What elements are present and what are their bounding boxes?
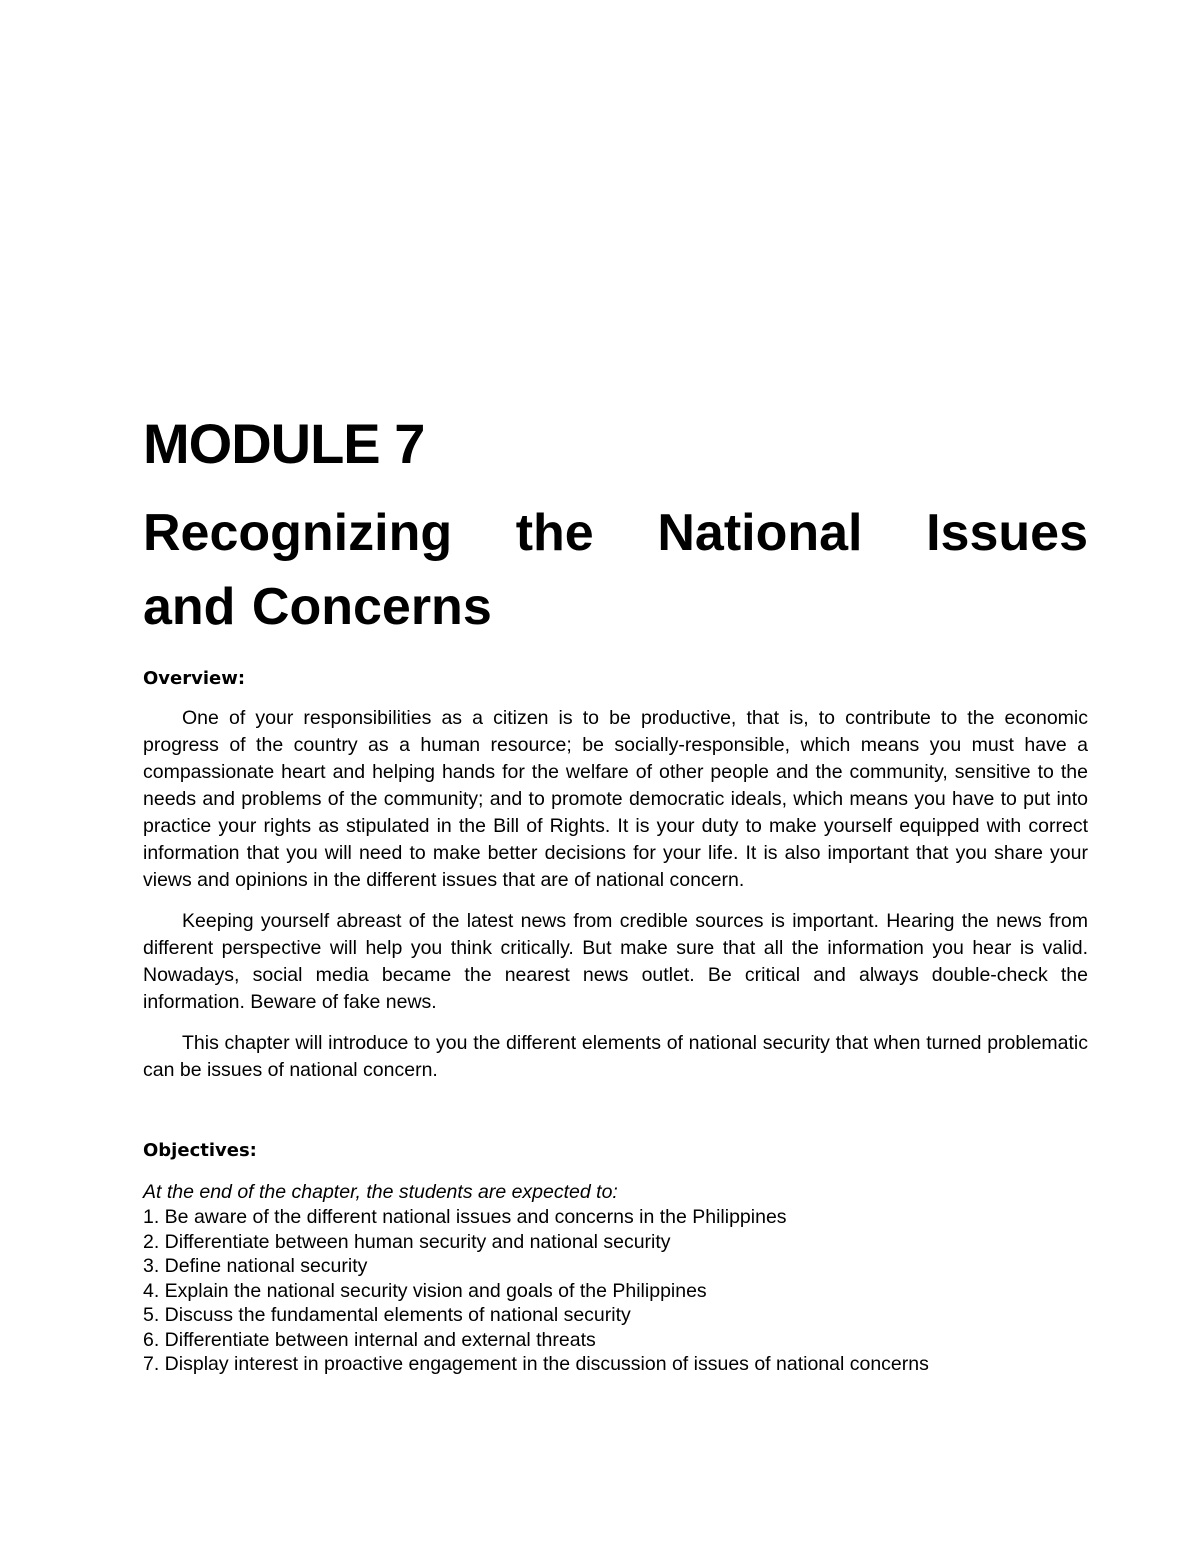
objective-item: 2. Differentiate between human security and national security <box>143 1230 671 1253</box>
page-content <box>143 410 1088 1377</box>
module-title: MODULE 7 <box>143 412 425 475</box>
overview-paragraph-3: This chapter will introduce to you the different elements of national security that when turned problematic can be issues of national concern. <box>143 1032 1088 1081</box>
objective-item: 3. Define national security <box>143 1255 368 1277</box>
objectives-list <box>143 1205 1088 1377</box>
objectives-intro: At the end of the chapter, the students are expected to: <box>143 1181 618 1203</box>
objective-item: 4. Explain the national security vision and goals of the Philippines <box>143 1279 707 1302</box>
objective-item: 7. Display interest in proactive engagement in the discussion of issues of national concerns <box>143 1353 929 1375</box>
objective-item: 5. Discuss the fundamental elements of national security <box>143 1304 631 1326</box>
chapter-title-line-1: Recognizing the National Issues <box>143 504 1088 562</box>
overview-paragraph-1: One of your responsibilities as a citizen is to be productive, that is, to contribute to the economic progress of the country as a human resource; be socially-responsible, which means you must have a compassionate heart and helping hands for the welfare of other people and the community, sensitive to the needs and problems of the community; and to promote democratic ideals, which means you have to put into practice your rights as stipulated in the Bill of Rights. It is your duty to make yourself equipped with correct information that you will need to make better decisions for your life. It is also important that you share your views and opinions in the different issues that are of national concern. <box>143 707 1088 891</box>
objectives-heading: Objectives: <box>143 1140 257 1161</box>
objective-item: 1. Be aware of the different national issues and concerns in the Philippines <box>143 1206 787 1228</box>
overview-heading: Overview: <box>143 668 246 689</box>
chapter-title <box>143 496 1088 644</box>
overview-paragraph-2: Keeping yourself abreast of the latest news from credible sources is important. Hearing the news from different perspective will help you think critically. But make sure that all the information you hear is valid. Nowadays, social media became the nearest news outlet. Be critical and always double-check the information. Beware of fake news. <box>143 910 1088 1013</box>
objective-item: 6. Differentiate between internal and external threats <box>143 1328 596 1351</box>
chapter-title-line-2: and Concerns <box>143 578 492 636</box>
